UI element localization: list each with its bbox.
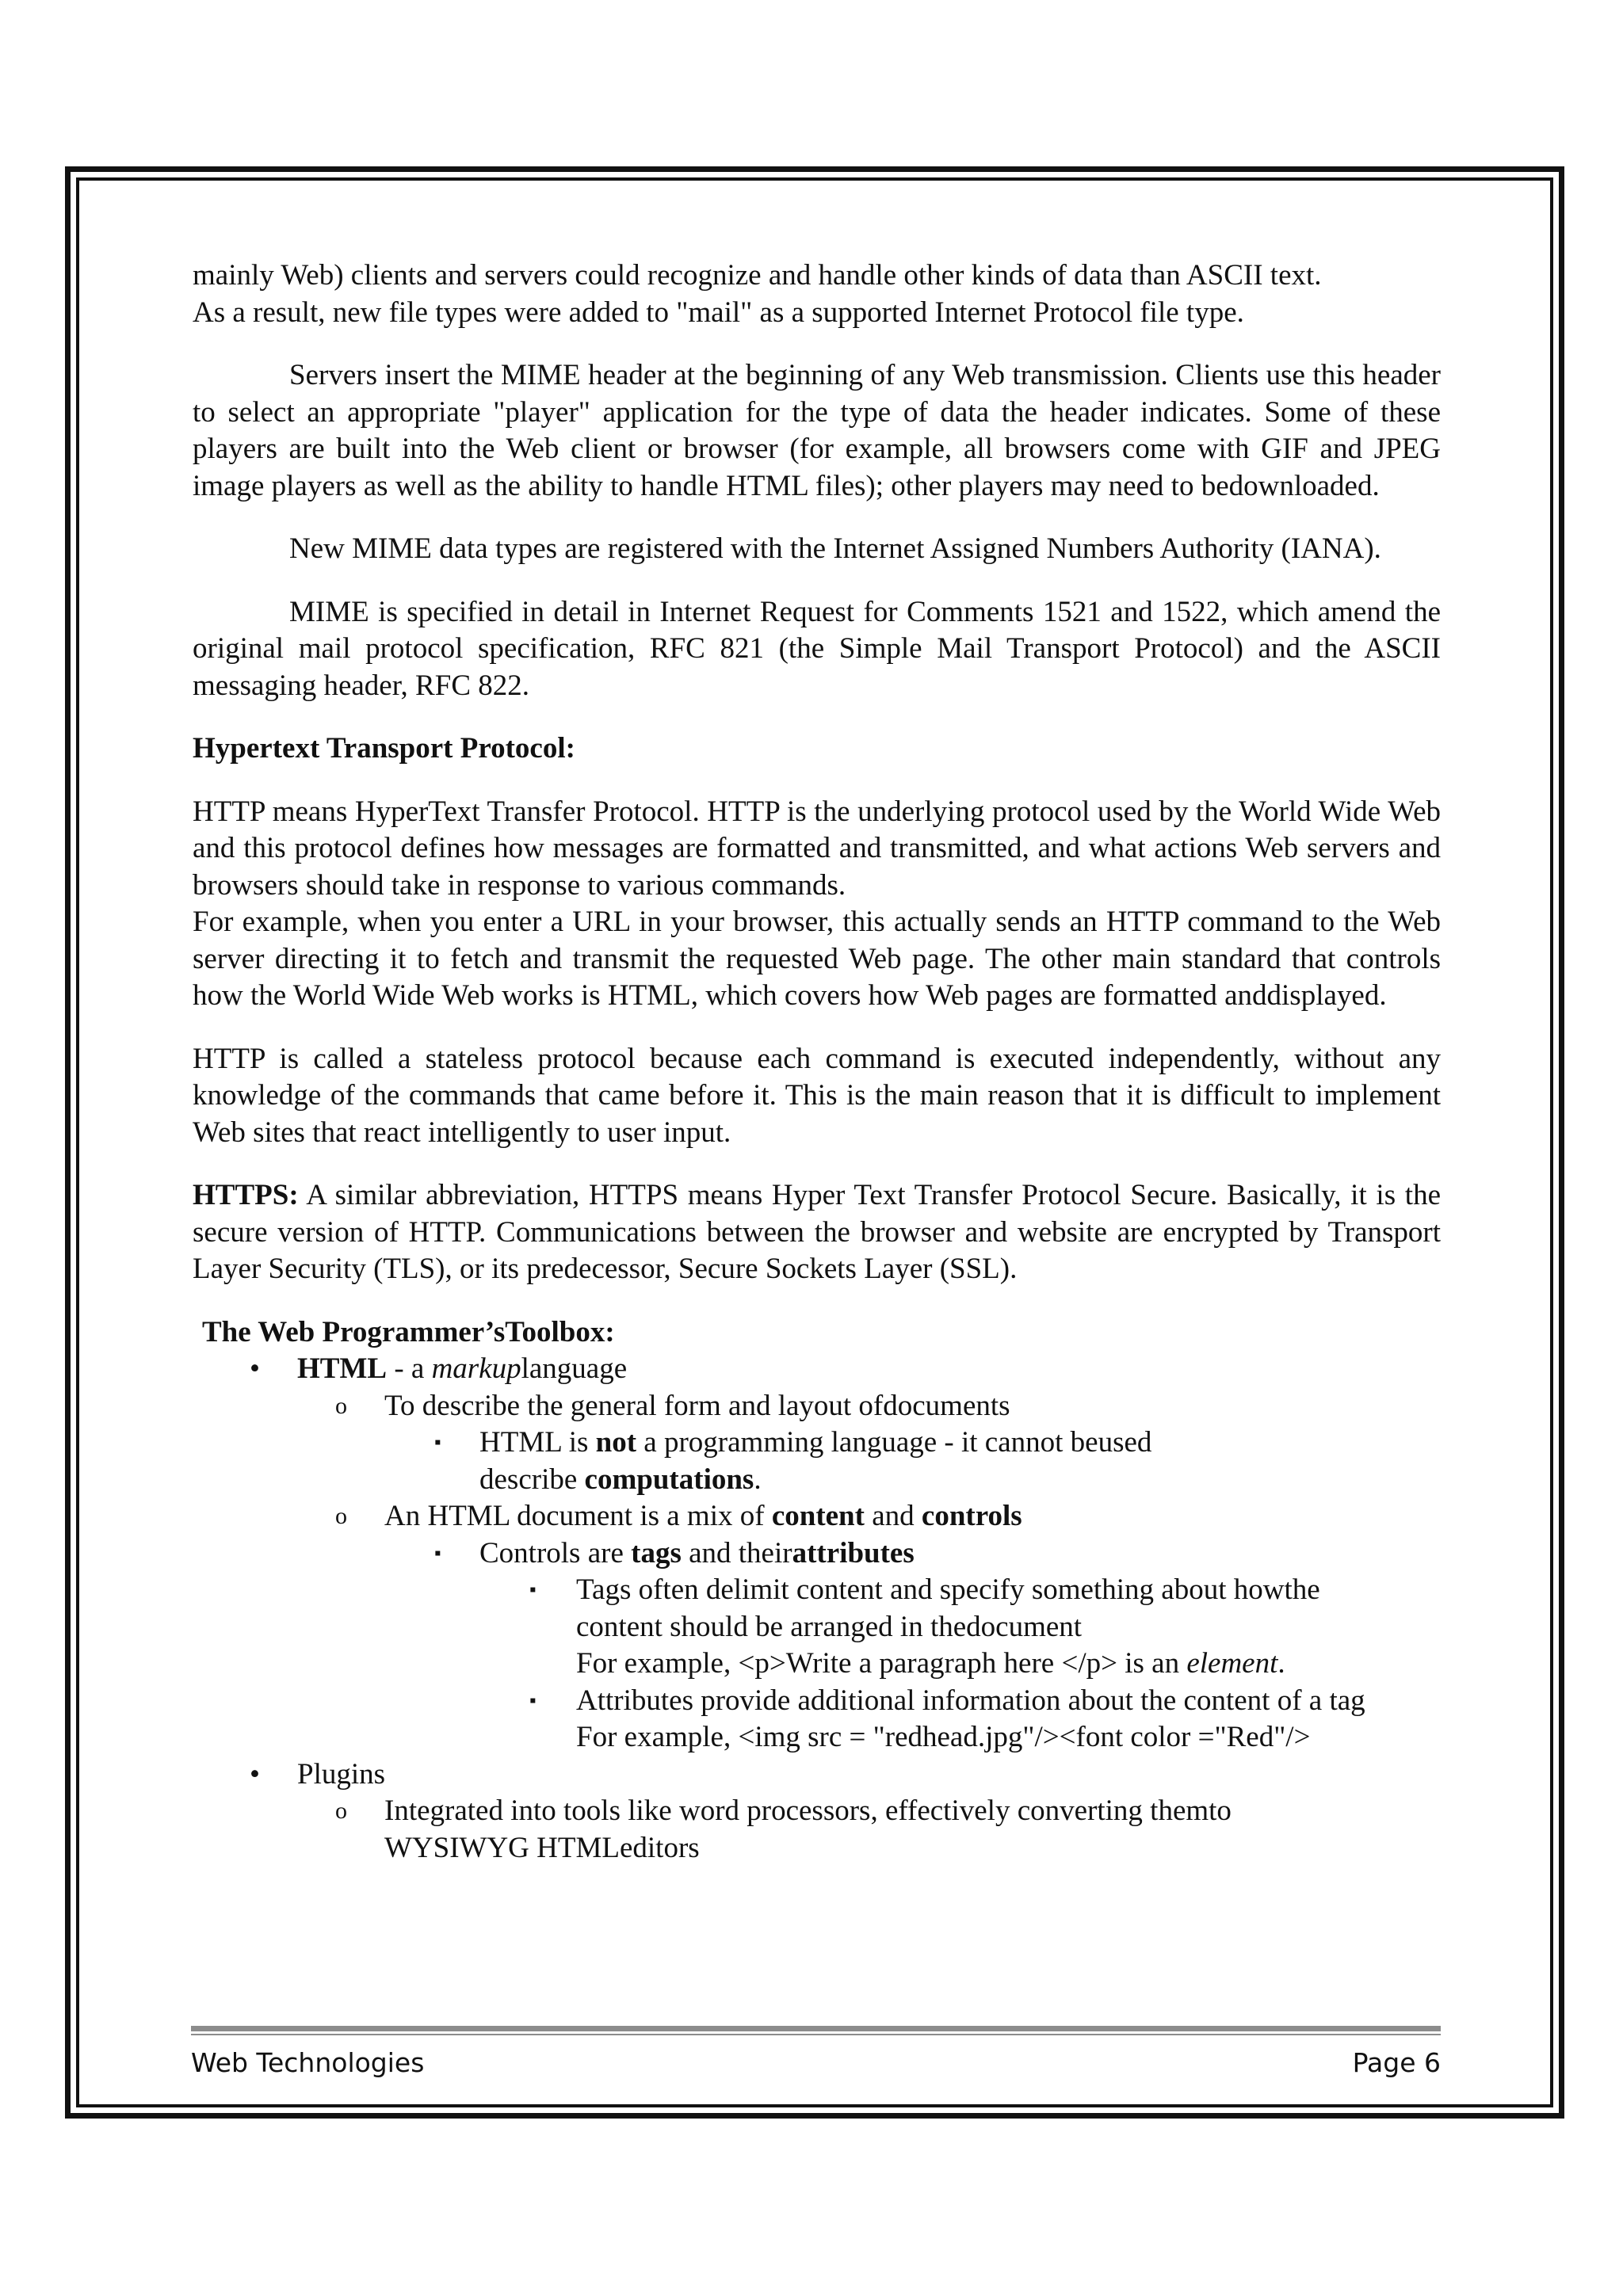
heading-toolbox: The Web Programmer’sToolbox: — [202, 1315, 615, 1348]
page-number: Page 6 — [1352, 2047, 1441, 2078]
paragraph-mime-intro-line1: mainly Web) clients and servers could recognize and handle other kinds of data than ASCII text. — [193, 259, 1322, 292]
page-body — [193, 257, 1441, 1867]
ctrl-a: Controls are — [479, 1536, 632, 1569]
notprog-d: . — [754, 1463, 762, 1496]
describe-text: To describe the general form and layout ofdocuments — [384, 1389, 1010, 1422]
notprog-b: a programming language - it cannot beused — [636, 1426, 1152, 1459]
footer-title: Web Technologies — [191, 2047, 425, 2078]
bullet-dot: • — [250, 1352, 260, 1385]
heading-http: Hypertext Transport Protocol: — [193, 732, 575, 765]
mix-bold2: controls — [921, 1500, 1022, 1532]
list-item-plugins — [193, 1756, 1441, 1794]
paragraph-http-example: For example, when you enter a URL in your browser, this actually sends an HTTP command to the Web server directing it to fetch and transmit the requested Web page. The other main standard that controls how the World Wide Web works is HTML, which covers how Web pages are formatted anddisplayed. — [193, 906, 1441, 1012]
paragraph-http-definition: HTTP means HyperText Transfer Protocol. HTTP is the underlying protocol used by the World Wide Web and this protocol defines how messages are formatted and transmitted, and what actions Web servers and browsers should take in response to various commands. — [193, 795, 1441, 902]
bullet-square: ▪ — [529, 1690, 537, 1711]
list-item-html — [193, 1351, 1441, 1388]
paragraph-http-stateless: HTTP is called a stateless protocol because each command is executed independently, without any knowledge of the commands that came before it. This is the main reason that it is difficult to implement Web sites that react intelligently to user input. — [193, 1042, 1441, 1149]
bullet-dot: • — [250, 1757, 260, 1791]
html-term: HTML — [297, 1352, 388, 1385]
footer-rule-thin — [191, 2034, 1441, 2035]
mix-a: An HTML document is a mix of — [384, 1500, 772, 1532]
list-item-tags-line3 — [193, 1646, 1441, 1683]
notprog-bold: not — [595, 1426, 637, 1459]
list-item-not-programming-cont — [193, 1462, 1441, 1499]
html-italic: markup — [431, 1352, 521, 1385]
notprog-bold2: computations — [584, 1463, 754, 1496]
page-footer — [191, 2046, 1441, 2081]
list-item-attributes — [193, 1683, 1441, 1720]
list-item-tags-line2: content should be arranged in thedocument — [576, 1610, 1083, 1643]
bullet-square: ▪ — [434, 1432, 441, 1453]
attr-line1: Attributes provide additional information about the content of a tag — [576, 1684, 1365, 1717]
notprog-c: describe — [479, 1463, 585, 1496]
footer-rule — [191, 2026, 1441, 2031]
tags-element: element — [1186, 1647, 1278, 1680]
ctrl-bold1: tags — [631, 1536, 682, 1569]
bullet-square: ▪ — [529, 1580, 537, 1600]
notprog-a: HTML is — [479, 1426, 596, 1459]
list-item-attributes-line2: For example, <img src = "redhead.jpg"/><font color ="Red"/> — [576, 1721, 1311, 1753]
tags-example: For example, <p>Write a paragraph here </p> is an — [576, 1647, 1187, 1680]
list-item-tags — [193, 1572, 1441, 1609]
integrated-line1: Integrated into tools like word processors, effectively converting themto — [384, 1794, 1232, 1827]
paragraph-https — [193, 1177, 1441, 1288]
bullet-circle: o — [335, 1392, 347, 1419]
bullet-square: ▪ — [434, 1543, 441, 1564]
tags-period: . — [1277, 1647, 1285, 1680]
https-text: A similar abbreviation, HTTPS means Hyper Text Transfer Protocol Secure. Basically, it is the secure version of HTTP. Communications between the browser and website are encrypted by Transport Layer Security (TLS), or its predecessor, Secure Sockets Layer (SSL). — [193, 1179, 1441, 1285]
ctrl-bold2: attributes — [792, 1536, 915, 1569]
list-item-describe — [193, 1388, 1441, 1425]
html-end: language — [521, 1352, 628, 1385]
paragraph-mime-iana: New MIME data types are registered with the Internet Assigned Numbers Authority (IANA). — [289, 532, 1381, 565]
paragraph-mime-rfc: MIME is specified in detail in Internet Request for Comments 1521 and 1522, which amend the original mail protocol specification, RFC 821 (the Simple Mail Transport Protocol) and the ASCII messaging header, RFC 822. — [193, 595, 1441, 702]
html-mid: - a — [387, 1352, 432, 1385]
mix-bold1: content — [771, 1500, 865, 1532]
https-label: HTTPS: — [193, 1179, 299, 1211]
list-item-mix — [193, 1498, 1441, 1535]
list-item-integrated — [193, 1793, 1441, 1830]
bullet-circle: o — [335, 1798, 347, 1824]
ctrl-b: and their — [681, 1536, 792, 1569]
list-item-not-programming — [193, 1425, 1441, 1462]
mix-b: and — [864, 1500, 922, 1532]
list-item-integrated-line2: WYSIWYG HTMLeditors — [384, 1831, 700, 1864]
list-item-controls — [193, 1535, 1441, 1573]
paragraph-mime-header: Servers insert the MIME header at the beginning of any Web transmission. Clients use this header to select an appropriate "player" application for the type of data the header indicates. Some of these players are built into the Web client or browser (for example, all browsers come with GIF and JPEG image players as well as the ability to handle HTML files); other players may need to bedownloaded. — [193, 359, 1441, 502]
plugins-text: Plugins — [297, 1757, 386, 1791]
paragraph-mime-intro-line2: As a result, new file types were added to "mail" as a supported Internet Protocol file type. — [193, 296, 1244, 329]
bullet-circle: o — [335, 1503, 347, 1529]
tags-line1: Tags often delimit content and specify something about howthe — [576, 1573, 1320, 1606]
